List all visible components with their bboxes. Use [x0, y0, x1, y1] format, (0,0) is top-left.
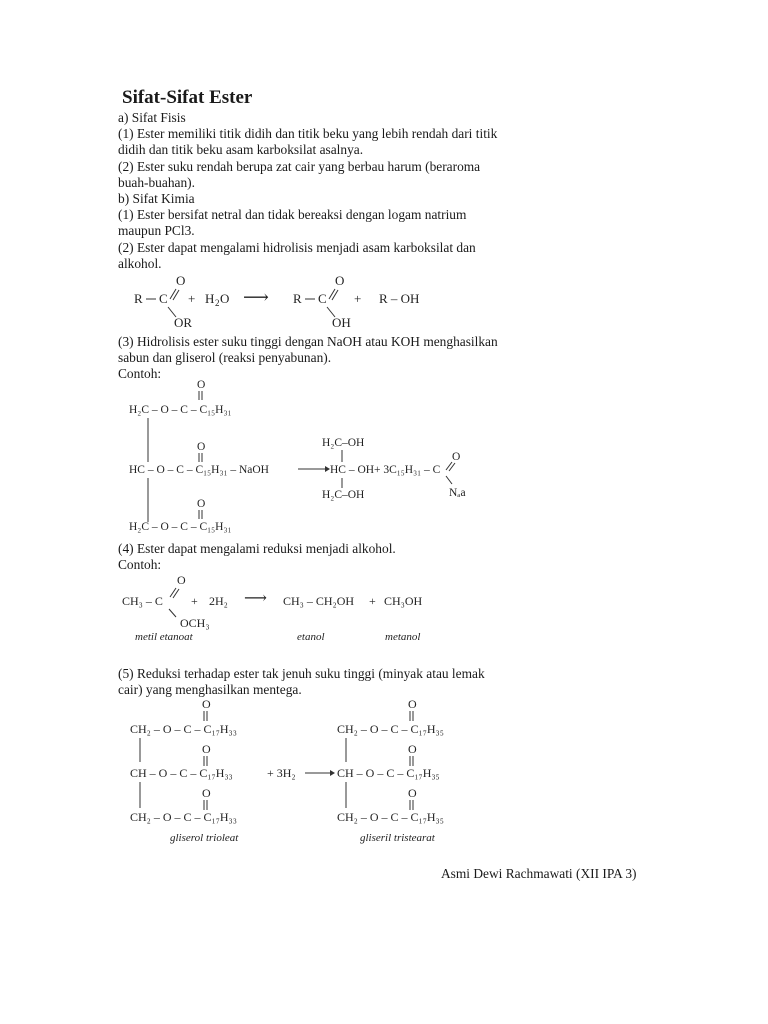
- glycerol-row: H₂C–OH: [322, 489, 365, 501]
- reduction-reaction: [122, 573, 423, 643]
- tristearin-row: CH – O – C – C₁₇H₃₅: [337, 766, 440, 780]
- carbonyl-o: O: [177, 573, 186, 587]
- carbonyl-o: O: [202, 786, 211, 800]
- tristearin-row: CH₂ – O – C – C₁₇H₃₅: [337, 722, 444, 736]
- carbon: C: [159, 291, 168, 306]
- hydrogen: + 3H₂: [267, 766, 296, 780]
- ester-formula: CH₃ – C: [122, 594, 163, 608]
- glycerol-row: HC – OH: [330, 464, 375, 476]
- caption: metanol: [385, 631, 421, 643]
- glycerol-row: H₂C–OH: [322, 437, 365, 449]
- carbon: C: [318, 291, 327, 306]
- caption: gliserol trioleat: [170, 832, 239, 844]
- triglyceride-row: HC – O – C – C₁₅H₃₁ – NaOH: [129, 464, 269, 476]
- tristearin-row: CH₂ – O – C – C₁₇H₃₅: [337, 810, 444, 824]
- oh-group: OH: [332, 315, 351, 330]
- carbonyl-o: O: [335, 273, 345, 288]
- arrow-icon: ⟶: [243, 287, 269, 307]
- section-b-heading: b) Sifat Kimia: [118, 191, 195, 207]
- hydrogenation-reaction: [130, 697, 444, 844]
- section-reduction: [118, 541, 538, 573]
- hydrogen: 2H₂: [209, 594, 228, 608]
- kimia-line: sabun dan gliserol (reaksi penyabunan).: [118, 350, 332, 366]
- fisis-line: (2) Ester suku rendah berupa zat cair yang berbau harum (beraroma: [118, 158, 481, 174]
- caption: gliseril tristearat: [360, 832, 435, 844]
- r-group: R: [293, 291, 302, 306]
- water-o: O: [220, 291, 230, 306]
- soap-product: + 3C₁₅H₃₁ – C: [374, 464, 441, 476]
- plus-sign: +: [354, 291, 362, 306]
- page-title: Sifat-Sifat Ester: [122, 87, 253, 108]
- section-saponification: [118, 334, 538, 383]
- carbonyl-o: O: [202, 697, 211, 711]
- plus-sign: +: [191, 594, 198, 608]
- soap-na: Nₐa: [449, 487, 466, 499]
- carbonyl-o: O: [408, 742, 417, 756]
- carbonyl-o: O: [176, 273, 186, 288]
- triolein-row: CH₂ – O – C – C₁₇H₃₃: [130, 810, 237, 824]
- triglyceride-row: H₂C – O – C – C₁₅H₃₁: [129, 404, 232, 416]
- methanol: CH₃OH: [384, 594, 423, 608]
- triglyceride-row: H₂C – O – C – C₁₅H₃₁: [129, 521, 232, 533]
- methoxy-group: OCH₃: [180, 616, 210, 630]
- alcohol: R – OH: [379, 291, 420, 306]
- kimia-line: (3) Hidrolisis ester suku tinggi dengan NaOH atau KOH menghasilkan: [118, 334, 498, 349]
- section-hydrogenation: [118, 666, 538, 698]
- water-h: H: [205, 291, 215, 306]
- carbonyl-o: O: [197, 498, 206, 510]
- kimia-line: cair) yang menghasilkan mentega.: [118, 682, 302, 698]
- plus-sign: +: [369, 594, 376, 608]
- saponification-reaction: [129, 379, 466, 533]
- carbonyl-o: O: [202, 742, 211, 756]
- arrow-icon: ⟶: [244, 590, 267, 607]
- hydrolysis-reaction: [134, 273, 419, 330]
- author-credit: Asmi Dewi Rachmawati (XII IPA 3): [441, 866, 637, 881]
- kimia-line: Contoh:: [118, 557, 162, 573]
- water-sub: 2: [215, 298, 220, 308]
- kimia-line: (4) Ester dapat mengalami reduksi menjadi alkohol.: [118, 541, 396, 556]
- soap-o: O: [452, 451, 461, 463]
- triolein-row: CH – O – C – C₁₇H₃₃: [130, 766, 233, 780]
- caption: etanol: [297, 631, 325, 643]
- carbonyl-o: O: [197, 441, 206, 453]
- kimia-line: alkohol.: [118, 255, 162, 271]
- kimia-line: (5) Reduksi terhadap ester tak jenuh suku tinggi (minyak atau lemak: [118, 666, 485, 681]
- fisis-line: buah-buahan).: [118, 174, 195, 190]
- carbonyl-o: O: [408, 786, 417, 800]
- caption: metil etanoat: [135, 631, 193, 643]
- plus-sign: +: [188, 291, 196, 306]
- r-group: R: [134, 291, 143, 306]
- kimia-line: Contoh:: [118, 366, 162, 382]
- carbonyl-o: O: [408, 697, 417, 711]
- kimia-line: (1) Ester bersifat netral dan tidak bereaksi dengan logam natrium: [118, 207, 467, 223]
- section-a-heading: a) Sifat Fisis: [118, 110, 186, 125]
- ethanol: CH₃ – CH₂OH: [283, 594, 355, 608]
- triolein-row: CH₂ – O – C – C₁₇H₃₃: [130, 722, 237, 736]
- fisis-line: didih dan titik beku asam karboksilat asalnya.: [118, 142, 364, 158]
- kimia-line: maupun PCl3.: [118, 223, 195, 239]
- fisis-line: (1) Ester memiliki titik didih dan titik beku yang lebih rendah dari titik: [118, 126, 498, 142]
- carbonyl-o: O: [197, 379, 206, 391]
- kimia-line: (2) Ester dapat mengalami hidrolisis menjadi asam karboksilat dan: [118, 239, 476, 255]
- or-group: OR: [174, 315, 193, 330]
